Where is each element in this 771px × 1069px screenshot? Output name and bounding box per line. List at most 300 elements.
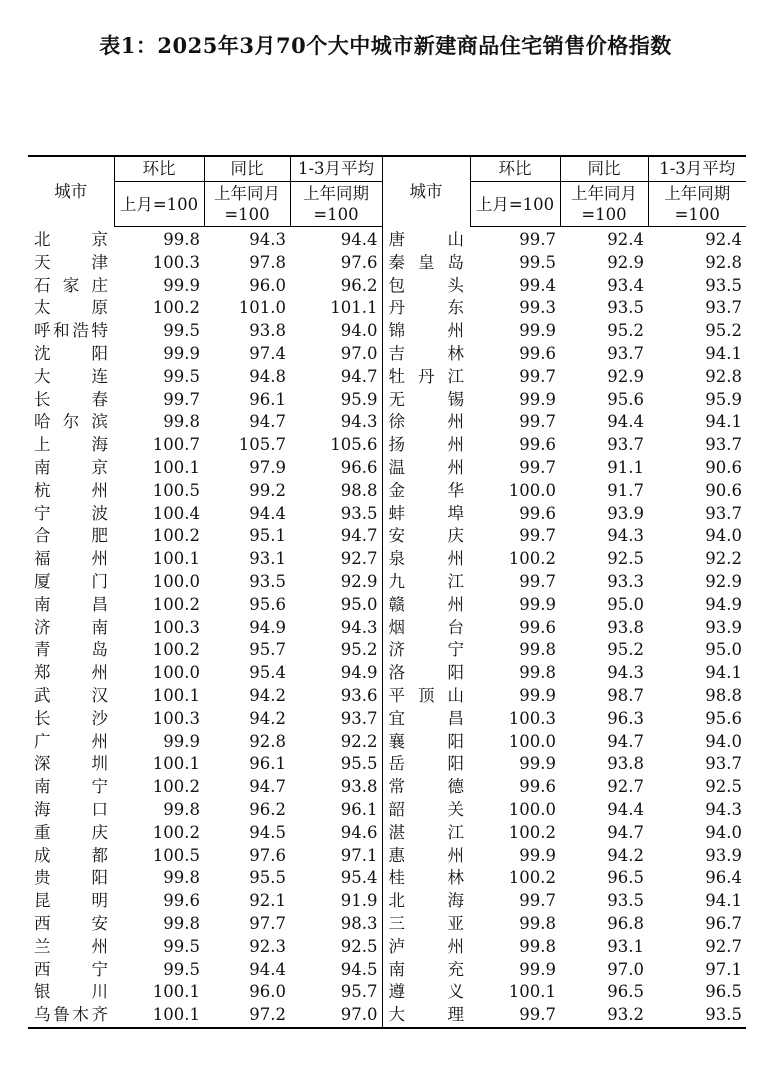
mom-value: 100.1 <box>152 1005 200 1025</box>
avg-value: 95.9 <box>705 389 742 409</box>
city-name: 南昌 <box>34 594 108 614</box>
yoy-value: 94.7 <box>249 412 286 432</box>
yoy-value: 95.2 <box>607 640 644 660</box>
avg-value: 92.2 <box>705 549 742 569</box>
city-name: 南宁 <box>34 777 108 797</box>
mom-value: 99.7 <box>519 1005 556 1025</box>
table-row <box>28 434 746 457</box>
city-name: 丹东 <box>382 297 470 320</box>
mom-value: 100.1 <box>152 754 200 774</box>
city-name: 九江 <box>382 571 470 594</box>
mom-value: 100.1 <box>152 457 200 477</box>
city-name: 杭州 <box>34 480 108 500</box>
mom-value: 100.4 <box>152 503 200 523</box>
avg-value: 93.7 <box>705 754 742 774</box>
yoy-value: 94.5 <box>249 822 286 842</box>
header-avg-right: 1-3月平均 <box>648 156 746 182</box>
city-name: 牡丹江 <box>382 366 470 389</box>
yoy-value: 96.2 <box>249 799 286 819</box>
avg-value: 105.6 <box>330 435 378 455</box>
avg-value: 93.7 <box>705 503 742 523</box>
city-name: 韶关 <box>382 799 470 822</box>
table-row <box>28 685 746 708</box>
avg-value: 93.7 <box>705 298 742 318</box>
mom-value: 99.8 <box>519 913 556 933</box>
city-name: 吉林 <box>382 343 470 366</box>
yoy-value: 96.1 <box>249 389 286 409</box>
mom-value: 100.2 <box>152 640 200 660</box>
mom-value: 99.9 <box>519 685 556 705</box>
header-avg-sub-line1: 上年同期 <box>664 184 731 203</box>
yoy-value: 95.6 <box>607 389 644 409</box>
table-row <box>28 731 746 754</box>
avg-value: 94.0 <box>705 731 742 751</box>
yoy-value: 93.5 <box>249 571 286 591</box>
table-row <box>28 227 746 252</box>
table-row <box>28 639 746 662</box>
city-name: 金华 <box>382 480 470 503</box>
avg-value: 95.9 <box>340 389 378 409</box>
avg-value: 92.2 <box>340 731 378 751</box>
table-row <box>28 913 746 936</box>
city-name: 石家庄 <box>34 275 108 295</box>
mom-value: 99.8 <box>163 868 200 888</box>
table-row <box>28 525 746 548</box>
yoy-value: 96.0 <box>249 275 286 295</box>
yoy-value: 93.2 <box>607 1005 644 1025</box>
yoy-value: 93.8 <box>607 617 644 637</box>
yoy-value: 93.4 <box>607 275 644 295</box>
table-row <box>28 981 746 1004</box>
header-avg-sub-left <box>290 182 382 227</box>
mom-value: 99.8 <box>519 663 556 683</box>
table-row <box>28 753 746 776</box>
city-name: 福州 <box>34 549 108 569</box>
mom-value: 100.7 <box>152 435 200 455</box>
yoy-value: 93.7 <box>607 343 644 363</box>
mom-value: 99.7 <box>519 230 556 249</box>
mom-value: 99.8 <box>163 913 200 933</box>
yoy-value: 98.7 <box>607 685 644 705</box>
city-name: 贵阳 <box>34 868 108 888</box>
yoy-value: 95.4 <box>249 663 286 683</box>
mom-value: 99.6 <box>519 435 556 455</box>
avg-value: 92.8 <box>705 252 742 272</box>
yoy-value: 94.4 <box>607 799 644 819</box>
yoy-value: 97.6 <box>249 845 286 865</box>
city-name: 昆明 <box>34 891 108 911</box>
avg-value: 96.5 <box>705 982 742 1002</box>
yoy-value: 94.7 <box>249 777 286 797</box>
yoy-value: 96.0 <box>249 982 286 1002</box>
yoy-value: 91.7 <box>607 480 644 500</box>
avg-value: 96.4 <box>705 868 742 888</box>
city-name: 徐州 <box>382 411 470 434</box>
table-row <box>28 959 746 982</box>
yoy-value: 96.3 <box>607 708 644 728</box>
avg-value: 97.0 <box>340 1005 378 1025</box>
avg-value: 92.7 <box>340 549 378 569</box>
mom-value: 100.0 <box>508 799 556 819</box>
avg-value: 94.3 <box>340 617 378 637</box>
city-name: 宜昌 <box>382 708 470 731</box>
city-name: 长沙 <box>34 708 108 728</box>
yoy-value: 105.7 <box>238 435 286 455</box>
city-name: 乌鲁木齐 <box>34 1005 108 1025</box>
yoy-value: 97.2 <box>249 1005 286 1025</box>
avg-value: 94.5 <box>340 959 378 979</box>
yoy-value: 94.4 <box>249 959 286 979</box>
table-row <box>28 890 746 913</box>
avg-value: 94.7 <box>340 366 378 386</box>
city-name: 南京 <box>34 457 108 477</box>
header-yoy-sub-right <box>560 182 648 227</box>
table-row <box>28 617 746 640</box>
header-yoy-sub-line2: =100 <box>581 205 627 224</box>
avg-value: 92.9 <box>705 571 742 591</box>
city-name: 赣州 <box>382 594 470 617</box>
yoy-value: 96.8 <box>607 913 644 933</box>
city-name: 兰州 <box>34 936 108 956</box>
city-name: 呼和浩特 <box>34 321 108 341</box>
avg-value: 92.9 <box>340 571 378 591</box>
avg-value: 92.4 <box>705 230 742 249</box>
city-name: 襄阳 <box>382 731 470 754</box>
city-name: 湛江 <box>382 822 470 845</box>
city-name: 海口 <box>34 799 108 819</box>
avg-value: 93.6 <box>340 685 378 705</box>
city-name: 锦州 <box>382 320 470 343</box>
yoy-value: 93.3 <box>607 571 644 591</box>
avg-value: 98.3 <box>340 913 378 933</box>
yoy-value: 94.2 <box>249 708 286 728</box>
mom-value: 99.5 <box>163 321 200 341</box>
header-avg-sub-line2: =100 <box>674 205 720 224</box>
mom-value: 100.2 <box>152 777 200 797</box>
mom-value: 99.7 <box>519 891 556 911</box>
city-name: 温州 <box>382 457 470 480</box>
mom-value: 99.8 <box>519 936 556 956</box>
mom-value: 100.0 <box>508 731 556 751</box>
yoy-value: 94.3 <box>607 526 644 546</box>
avg-value: 92.7 <box>705 936 742 956</box>
mom-value: 100.0 <box>152 571 200 591</box>
yoy-value: 93.7 <box>607 435 644 455</box>
header-mom-right: 环比 <box>470 156 560 182</box>
mom-value: 99.3 <box>519 298 556 318</box>
avg-value: 94.3 <box>340 412 378 432</box>
mom-value: 99.9 <box>163 343 200 363</box>
yoy-value: 93.8 <box>249 321 286 341</box>
table-row <box>28 708 746 731</box>
yoy-value: 94.8 <box>249 366 286 386</box>
city-name: 惠州 <box>382 845 470 868</box>
avg-value: 93.8 <box>340 777 378 797</box>
avg-value: 96.7 <box>705 913 742 933</box>
avg-value: 91.9 <box>340 891 378 911</box>
mom-value: 100.2 <box>152 822 200 842</box>
avg-value: 97.1 <box>340 845 378 865</box>
city-name: 岳阳 <box>382 753 470 776</box>
city-name: 平顶山 <box>382 685 470 708</box>
avg-value: 97.6 <box>340 252 378 272</box>
yoy-value: 94.4 <box>607 412 644 432</box>
yoy-value: 92.7 <box>607 777 644 797</box>
yoy-value: 95.0 <box>607 594 644 614</box>
city-name: 包头 <box>382 275 470 298</box>
mom-value: 99.5 <box>163 936 200 956</box>
yoy-value: 95.7 <box>249 640 286 660</box>
table-row <box>28 594 746 617</box>
mom-value: 100.2 <box>508 868 556 888</box>
city-name: 济南 <box>34 617 108 637</box>
table-row <box>28 548 746 571</box>
mom-value: 99.7 <box>519 366 556 386</box>
header-yoy-sub-line1: 上年同月 <box>571 184 637 203</box>
yoy-value: 95.5 <box>249 868 286 888</box>
avg-value: 95.2 <box>340 640 378 660</box>
avg-value: 92.8 <box>705 366 742 386</box>
mom-value: 99.9 <box>519 754 556 774</box>
avg-value: 94.1 <box>705 412 742 432</box>
avg-value: 94.1 <box>705 663 742 683</box>
yoy-value: 101.0 <box>238 298 286 318</box>
city-name: 济宁 <box>382 639 470 662</box>
city-name: 洛阳 <box>382 662 470 685</box>
avg-value: 92.5 <box>340 936 378 956</box>
yoy-value: 97.7 <box>249 913 286 933</box>
city-name: 烟台 <box>382 617 470 640</box>
city-name: 南充 <box>382 959 470 982</box>
mom-value: 100.3 <box>508 708 556 728</box>
mom-value: 100.3 <box>152 617 200 637</box>
yoy-value: 94.4 <box>249 503 286 523</box>
table-row <box>28 480 746 503</box>
city-name: 西宁 <box>34 959 108 979</box>
table-row <box>28 457 746 480</box>
mom-value: 99.8 <box>163 412 200 432</box>
yoy-value: 92.4 <box>607 230 644 249</box>
city-name: 大理 <box>382 1004 470 1028</box>
avg-value: 95.6 <box>705 708 742 728</box>
header-mom-left: 环比 <box>114 156 204 182</box>
yoy-value: 93.9 <box>607 503 644 523</box>
mom-value: 99.8 <box>163 230 200 249</box>
header-avg-sub-line2: =100 <box>313 205 359 224</box>
avg-value: 94.4 <box>340 230 378 249</box>
avg-value: 92.5 <box>705 777 742 797</box>
mom-value: 100.3 <box>152 252 200 272</box>
yoy-value: 95.6 <box>249 594 286 614</box>
city-name: 深圳 <box>34 754 108 774</box>
header-mom-sub-left: 上月=100 <box>114 182 204 227</box>
avg-value: 95.7 <box>340 982 378 1002</box>
header-yoy-sub-left <box>204 182 290 227</box>
header-yoy-sub-line1: 上年同月 <box>214 184 280 203</box>
city-name: 成都 <box>34 845 108 865</box>
mom-value: 99.5 <box>163 366 200 386</box>
avg-value: 94.9 <box>340 663 378 683</box>
mom-value: 100.3 <box>152 708 200 728</box>
city-name: 蚌埠 <box>382 503 470 526</box>
yoy-value: 94.2 <box>607 845 644 865</box>
city-name: 上海 <box>34 435 108 455</box>
mom-value: 99.6 <box>163 891 200 911</box>
mom-value: 100.1 <box>152 549 200 569</box>
city-name: 秦皇岛 <box>382 252 470 275</box>
table-row <box>28 662 746 685</box>
city-name: 桂林 <box>382 867 470 890</box>
city-name: 大连 <box>34 366 108 386</box>
table-row <box>28 776 746 799</box>
mom-value: 99.4 <box>519 275 556 295</box>
yoy-value: 94.7 <box>607 731 644 751</box>
yoy-value: 94.9 <box>249 617 286 637</box>
header-yoy-right: 同比 <box>560 156 648 182</box>
table-row <box>28 503 746 526</box>
city-name: 常德 <box>382 776 470 799</box>
mom-value: 99.9 <box>519 845 556 865</box>
mom-value: 100.5 <box>152 845 200 865</box>
avg-value: 93.5 <box>340 503 378 523</box>
table-row <box>28 320 746 343</box>
avg-value: 96.6 <box>340 457 378 477</box>
avg-value: 94.6 <box>340 822 378 842</box>
mom-value: 99.5 <box>163 959 200 979</box>
city-name: 泸州 <box>382 936 470 959</box>
city-name: 安庆 <box>382 525 470 548</box>
avg-value: 98.8 <box>340 480 378 500</box>
table-row <box>28 845 746 868</box>
table-body <box>28 227 746 1028</box>
yoy-value: 92.1 <box>249 891 286 911</box>
yoy-value: 93.5 <box>607 298 644 318</box>
yoy-value: 93.1 <box>607 936 644 956</box>
mom-value: 99.6 <box>519 503 556 523</box>
city-name: 扬州 <box>382 434 470 457</box>
yoy-value: 92.9 <box>607 252 644 272</box>
yoy-value: 94.3 <box>607 663 644 683</box>
header-yoy-left: 同比 <box>204 156 290 182</box>
avg-value: 90.6 <box>705 457 742 477</box>
table-row <box>28 389 746 412</box>
avg-value: 95.2 <box>705 321 742 341</box>
header-mom-sub-right: 上月=100 <box>470 182 560 227</box>
yoy-value: 91.1 <box>607 457 644 477</box>
yoy-value: 97.0 <box>607 959 644 979</box>
header-yoy-sub-line2: =100 <box>224 205 270 224</box>
yoy-value: 92.9 <box>607 366 644 386</box>
avg-value: 97.1 <box>705 959 742 979</box>
mom-value: 99.9 <box>519 389 556 409</box>
avg-value: 95.0 <box>340 594 378 614</box>
header-avg-sub-line1: 上年同期 <box>303 184 369 203</box>
table-row <box>28 822 746 845</box>
avg-value: 95.5 <box>340 754 378 774</box>
table-row <box>28 252 746 275</box>
avg-value: 93.9 <box>705 617 742 637</box>
mom-value: 99.7 <box>163 389 200 409</box>
table-header <box>28 156 746 227</box>
mom-value: 100.2 <box>152 594 200 614</box>
avg-value: 94.0 <box>705 822 742 842</box>
mom-value: 100.5 <box>152 480 200 500</box>
header-city-left: 城市 <box>28 156 114 227</box>
mom-value: 100.0 <box>508 480 556 500</box>
city-name: 西安 <box>34 913 108 933</box>
table-row <box>28 366 746 389</box>
yoy-value: 96.5 <box>607 868 644 888</box>
table-row <box>28 799 746 822</box>
mom-value: 99.9 <box>519 959 556 979</box>
yoy-value: 97.9 <box>249 457 286 477</box>
table-row <box>28 1004 746 1028</box>
avg-value: 93.7 <box>705 435 742 455</box>
city-name: 泉州 <box>382 548 470 571</box>
mom-value: 100.2 <box>508 822 556 842</box>
yoy-value: 96.1 <box>249 754 286 774</box>
avg-value: 98.8 <box>705 685 742 705</box>
avg-value: 94.7 <box>340 526 378 546</box>
city-name: 沈阳 <box>34 343 108 363</box>
yoy-value: 99.2 <box>249 480 286 500</box>
mom-value: 99.9 <box>519 321 556 341</box>
avg-value: 94.3 <box>705 799 742 819</box>
mom-value: 99.8 <box>519 640 556 660</box>
city-name: 长春 <box>34 389 108 409</box>
avg-value: 94.0 <box>705 526 742 546</box>
city-name: 无锡 <box>382 389 470 412</box>
city-name: 武汉 <box>34 685 108 705</box>
mom-value: 99.7 <box>519 571 556 591</box>
yoy-value: 96.5 <box>607 982 644 1002</box>
city-name: 遵义 <box>382 981 470 1004</box>
yoy-value: 97.8 <box>249 252 286 272</box>
yoy-value: 93.1 <box>249 549 286 569</box>
mom-value: 99.6 <box>519 343 556 363</box>
price-index-table <box>28 155 746 1029</box>
avg-value: 95.4 <box>340 868 378 888</box>
city-name: 北京 <box>34 229 108 249</box>
yoy-value: 92.8 <box>249 731 286 751</box>
city-name: 青岛 <box>34 640 108 660</box>
mom-value: 99.7 <box>519 412 556 432</box>
mom-value: 99.9 <box>163 731 200 751</box>
avg-value: 90.6 <box>705 480 742 500</box>
avg-value: 94.1 <box>705 891 742 911</box>
table-row <box>28 571 746 594</box>
city-name: 重庆 <box>34 822 108 842</box>
table-row <box>28 936 746 959</box>
city-name: 北海 <box>382 890 470 913</box>
city-name: 宁波 <box>34 503 108 523</box>
avg-value: 93.9 <box>705 845 742 865</box>
city-name: 银川 <box>34 982 108 1002</box>
header-avg-sub-right <box>648 182 746 227</box>
table-row <box>28 275 746 298</box>
city-name: 唐山 <box>382 227 470 252</box>
yoy-value: 94.2 <box>249 685 286 705</box>
mom-value: 100.1 <box>508 982 556 1002</box>
mom-value: 99.7 <box>519 457 556 477</box>
avg-value: 97.0 <box>340 343 378 363</box>
avg-value: 94.0 <box>340 321 378 341</box>
table-title: 表1：2025年3月70个大中城市新建商品住宅销售价格指数 <box>99 33 672 58</box>
mom-value: 99.7 <box>519 526 556 546</box>
avg-value: 93.5 <box>705 275 742 295</box>
city-name: 广州 <box>34 731 108 751</box>
city-name: 太原 <box>34 298 108 318</box>
